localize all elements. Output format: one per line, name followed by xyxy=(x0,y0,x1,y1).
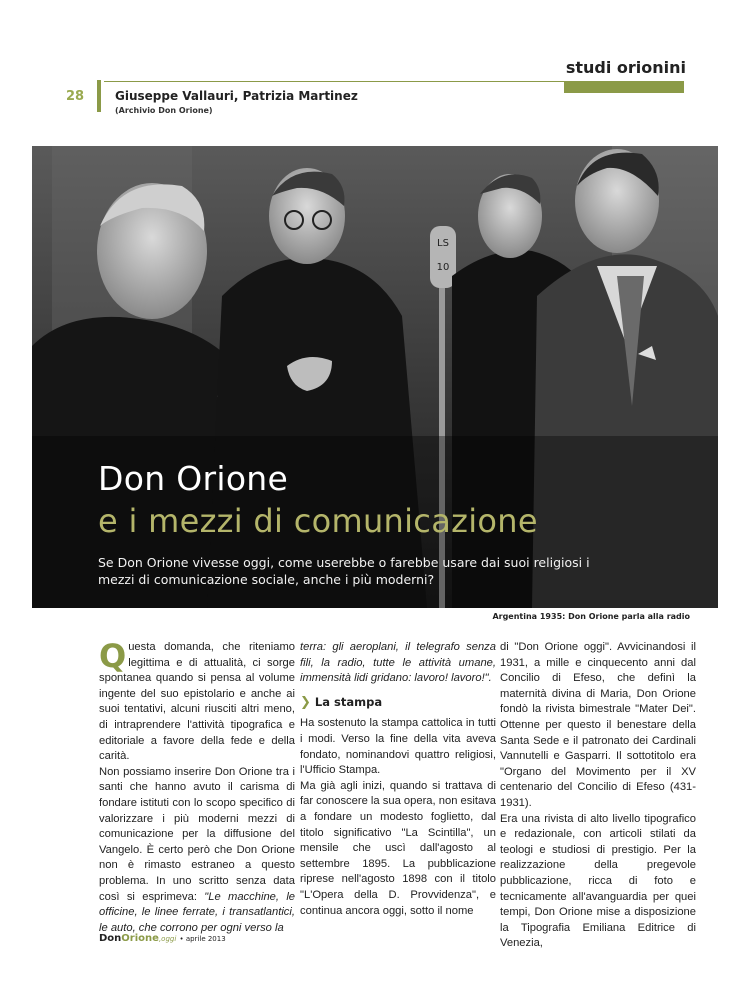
quote-text: "Le macchine, le officine, le linee ferrate, i transatlantici, le auto, che corrono per ogni verso la xyxy=(99,890,296,934)
paragraph: Ma già agli inizi, quando si trattava di far conoscere la sua opera, non esitava a fondare un modesto foglietto, dal titolo significativo "La Scintilla", un mensile che uscì dall'agosto al settembre 1895. La pubblicazione riprese nell'agosto 1898 con il titolo "L'Opera della D. Provvidenza", e continua ancora oggi, sotto il nome xyxy=(300,779,496,917)
paragraph: Ha sostenuto la stampa cattolica in tutti i modi. Verso la fine della vita aveva fondato, nominandovi quattro religiosi, l'Ufficio Stampa. xyxy=(300,717,496,777)
page-number: 28 xyxy=(66,89,85,104)
drop-cap: Q xyxy=(99,637,127,675)
article-column-3 xyxy=(500,640,696,952)
mic-label: LS xyxy=(437,238,449,249)
article-column-1 xyxy=(99,637,296,936)
section-title: studi orionini xyxy=(565,58,686,77)
author-accent-bar xyxy=(97,80,101,112)
article-column-2 xyxy=(300,640,496,919)
archive-credit: (Archivio Don Orione) xyxy=(115,106,213,115)
lead-subtitle: Se Don Orione vivesse oggi, come userebbe o farebbe usare dai suoi religiosi i mezzi di comunicazione sociale, anche i più moderni? xyxy=(98,555,590,587)
photo-caption: Argentina 1935: Don Orione parla alla radio xyxy=(492,612,690,621)
footer-brand: DonOrione,oggi • aprile 2013 xyxy=(99,933,226,944)
quote-continuation: terra: gli aeroplani, il telegrafo senza fili, la radio, tutte le attività umane, immensità lidi gridano: lavoro! lavoro!". xyxy=(300,641,496,685)
headline-line2: e i mezzi di comunicazione xyxy=(98,502,538,540)
chevron-right-icon: ❯ xyxy=(300,694,311,710)
section-rule xyxy=(564,81,684,93)
subheading-la-stampa: ❯ La stampa xyxy=(300,694,383,710)
paragraph: di "Don Orione oggi". Avvicinandosi il 1931, a mille e cinquecento anni dal Concilio di Efeso, che definì la maternità divina di Maria, Don Orione fondò la rivista bimestrale "Mater Dei". Ottenne per questo il benestare della Santa Sede e il patronato dei Cardinali Vannutelli e Gasparri. Il sottotitolo era "Organo del Movimento per il XV centenario del Concilio di Efeso (431-1931). xyxy=(500,641,696,809)
author-names: Giuseppe Vallauri, Patrizia Martinez xyxy=(115,89,358,103)
headline-line1: Don Orione xyxy=(98,459,289,498)
paragraph: Non possiamo inserire Don Orione tra i santi che hanno avuto il carisma di fondare istituti con lo scopo specifico di valorizzare i più moderni mezzi di comunicazione per la diffusione del Vangelo. È certo però che Don Orione non è rimasto estraneo a questo problema. In uno scritto senza data così si esprimeva: "Le macchine, le officine, le linee ferrate, i transatlantici, le auto, che corrono per ogni verso la xyxy=(99,765,296,934)
hero-photo xyxy=(32,146,718,608)
issue-date: • aprile 2013 xyxy=(179,935,226,943)
paragraph: Era una rivista di alto livello tipografico e redazionale, con articoli stilati da teologi e studiosi di prestigio. Per la realizzazione della pregevole pubblicazione, ricca di foto e tecnicamente all'avanguardia per quei tempi, Don Orione mise a disposizione la Tipografia Emiliana Editrice di Venezia, xyxy=(500,812,696,950)
intro-paragraph: Questa domanda, che riteniamo legittima e di attualità, ci sorge spontanea quando si pensa al volume ingente del suo epistolario e anche ai suoi tentativi, alcuni riusciti altri meno, di intraprendere l'attività tipografica e editoriale a favore della fede e della carità. xyxy=(99,637,295,763)
header-divider xyxy=(104,81,564,82)
svg-text:10: 10 xyxy=(436,262,450,273)
